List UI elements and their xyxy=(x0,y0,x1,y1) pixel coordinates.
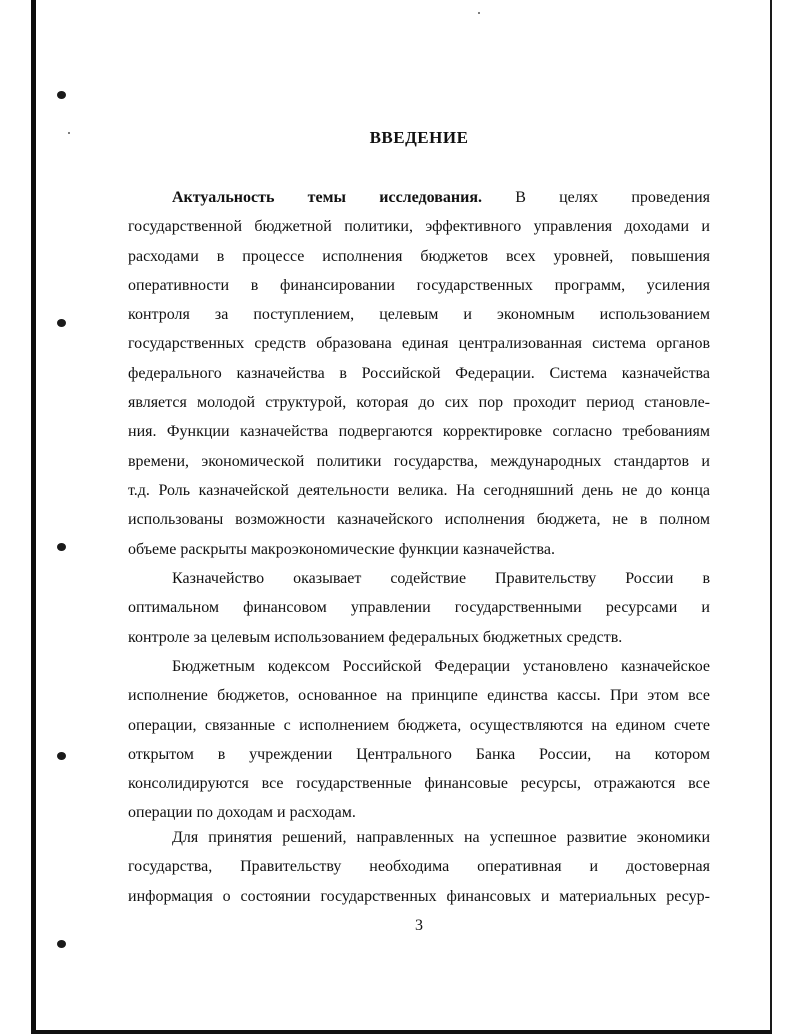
paragraph-line: является молодой структурой, которая до сих пор проходит период становле- xyxy=(128,394,710,412)
paragraph-line: объеме раскрыты макроэкономические функции казначейства. xyxy=(128,540,555,558)
paragraph-line: информация о состоянии государственных финансовых и материальных ресур- xyxy=(128,887,710,905)
paragraph-line: государства, Правительству необходима оперативная и достоверная xyxy=(128,858,710,876)
scan-border-right xyxy=(770,0,772,1034)
paragraph-relevance xyxy=(128,183,710,564)
paragraph-line: Актуальность темы исследования. В целях проведения xyxy=(172,189,710,206)
paragraph-line: операции, связанные с исполнением бюджета, осуществляются на едином счете xyxy=(128,716,710,734)
paragraph-line: консолидируются все государственные финансовые ресурсы, отражаются все xyxy=(128,775,710,793)
paragraph-budget-code xyxy=(128,652,710,828)
punch-hole-mark xyxy=(57,91,66,99)
paragraph-line: открытом в учреждении Центрального Банка России, на котором xyxy=(128,745,710,763)
punch-hole-mark xyxy=(57,319,66,327)
paragraph-line: Казначейство оказывает содействие Правительству России в xyxy=(172,570,710,587)
page-title: ВВЕДЕНИЕ xyxy=(369,128,469,147)
paragraph-line: использованы возможности казначейского исполнения бюджета, не в полном xyxy=(128,511,710,529)
punch-hole-mark xyxy=(57,752,66,760)
paragraph-line: времени, экономической политики государства, международных стандартов и xyxy=(128,452,710,470)
paragraph-line: т.д. Роль казначейской деятельности велика. На сегодняшний день не до конца xyxy=(128,481,710,499)
paragraph-line: исполнение бюджетов, основанное на принципе единства кассы. При этом все xyxy=(128,687,710,705)
paragraph-line: оптимальном финансовом управлении государственными ресурсами и xyxy=(128,599,710,617)
paragraph-line: Бюджетным кодексом Российской Федерации установлено казначейское xyxy=(172,658,710,675)
paragraph-line: федерального казначейства в Российской Федерации. Система казначейства xyxy=(128,364,710,382)
punch-hole-mark xyxy=(57,940,66,948)
paragraph-line: контроля за поступлением, целевым и экономным использованием xyxy=(128,306,710,324)
scan-border-bottom xyxy=(31,1030,772,1034)
paragraph-decisions xyxy=(128,823,710,911)
paragraph-line: Для принятия решений, направленных на успешное развитие экономики xyxy=(172,829,710,846)
paragraph-line: государственной бюджетной политики, эффективного управления доходами и xyxy=(128,218,710,236)
scan-speck xyxy=(478,12,480,14)
scan-border-left xyxy=(31,0,36,1034)
scan-speck xyxy=(68,132,70,134)
paragraph-line: государственных средств образована единая централизованная система органов xyxy=(128,335,710,353)
paragraph-line: операции по доходам и расходам. xyxy=(128,804,356,822)
paragraph-line: ния. Функции казначейства подвергаются корректировке согласно требованиям xyxy=(128,423,710,441)
paragraph-line: оперативности в финансировании государственных программ, усиления xyxy=(128,276,710,294)
paragraph-treasury xyxy=(128,564,710,652)
lead-phrase: Актуальность темы исследования. xyxy=(172,189,482,206)
paragraph-line: контроле за целевым использованием федеральных бюджетных средств. xyxy=(128,628,623,646)
punch-hole-mark xyxy=(57,543,66,551)
paragraph-line: расходами в процессе исполнения бюджетов всех уровней, повышения xyxy=(128,247,710,265)
page-number: 3 xyxy=(415,917,423,934)
